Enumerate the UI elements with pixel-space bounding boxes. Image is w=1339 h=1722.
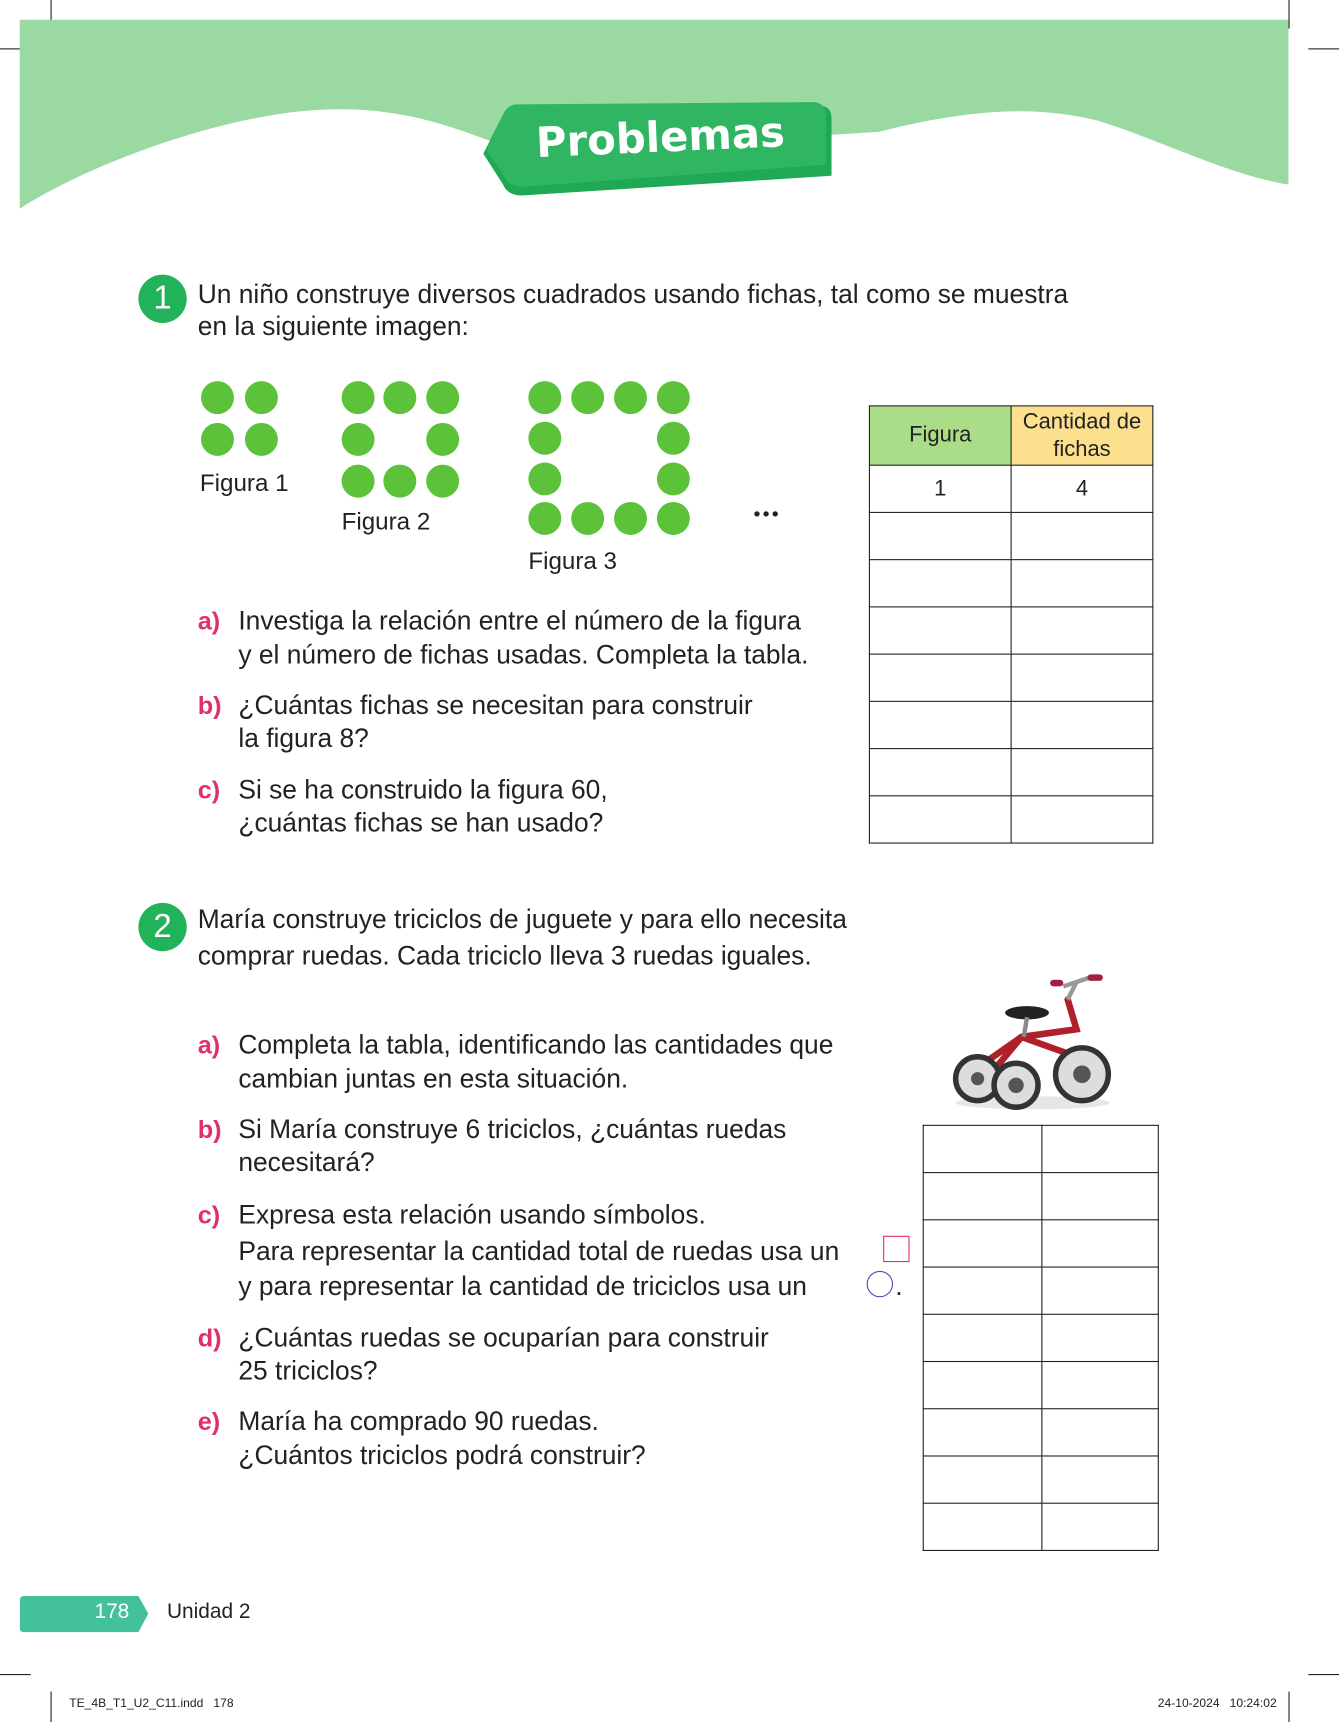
table-cell[interactable] xyxy=(923,1267,1042,1314)
part-text: ¿cuántas fichas se han usado? xyxy=(238,808,604,839)
problem2-text-line1: María construye triciclos de juguete y para ello necesita xyxy=(197,905,847,935)
table-cell[interactable] xyxy=(923,1314,1042,1361)
circle-symbol-icon xyxy=(867,1271,893,1297)
table-cell[interactable] xyxy=(1011,654,1153,701)
table-cell[interactable]: 1 xyxy=(869,465,1011,512)
part-text: Para representar la cantidad total de ruedas usa un xyxy=(238,1236,840,1267)
table-cell[interactable] xyxy=(869,796,1011,843)
tricycle-table xyxy=(923,1125,1159,1551)
table-cell[interactable] xyxy=(1011,796,1153,843)
unit-label: Unidad 2 xyxy=(166,1600,251,1624)
part-text: María ha comprado 90 ruedas. xyxy=(238,1407,599,1437)
table-cell[interactable] xyxy=(923,1409,1042,1456)
part-text: y para representar la cantidad de triciclos usa un xyxy=(238,1271,807,1302)
part-label: e) xyxy=(197,1407,221,1436)
table-cell[interactable] xyxy=(869,701,1011,748)
table-cell[interactable] xyxy=(1042,1220,1158,1267)
part-text: y el número de fichas usadas. Completa la tabla. xyxy=(238,640,809,671)
figure-table xyxy=(869,405,1153,843)
table-cell[interactable] xyxy=(1011,701,1153,748)
part-text: Investiga la relación entre el número de la figura xyxy=(238,606,802,636)
table-cell[interactable] xyxy=(869,560,1011,607)
part-text: 25 triciclos? xyxy=(238,1356,378,1387)
table-cell[interactable] xyxy=(1042,1503,1158,1550)
part-label: b) xyxy=(197,690,222,720)
problem-number-1: 1 xyxy=(138,275,186,323)
period: . xyxy=(895,1271,903,1302)
page-number-badge xyxy=(20,1596,152,1632)
table-cell[interactable] xyxy=(869,749,1011,796)
table-cell[interactable] xyxy=(1042,1362,1158,1409)
problem1-text-line1: Un niño construye diversos cuadrados usando fichas, tal como se muestra xyxy=(197,280,1069,310)
header-figura: Figura xyxy=(869,406,1011,465)
header-band xyxy=(0,0,1339,220)
part-text: Expresa esta relación usando símbolos. xyxy=(238,1200,706,1231)
table-cell[interactable] xyxy=(923,1125,1042,1172)
table-cell[interactable] xyxy=(1042,1173,1158,1220)
table-cell[interactable] xyxy=(1042,1314,1158,1361)
timestamp: 24-10-2024 10:24:02 xyxy=(1157,1697,1277,1711)
table-cell[interactable] xyxy=(923,1456,1042,1503)
part-text: ¿Cuántas ruedas se ocuparían para construir xyxy=(238,1323,769,1354)
table-cell[interactable] xyxy=(923,1503,1042,1550)
header-cantidad: Cantidad de fichas xyxy=(1011,406,1153,465)
problem2-text-line2: comprar ruedas. Cada triciclo lleva 3 ruedas iguales. xyxy=(197,941,812,972)
part-text: Completa la tabla, identificando las cantidades que xyxy=(238,1030,834,1060)
part-label: c) xyxy=(197,775,221,805)
page-number: 178 xyxy=(94,1600,130,1624)
part-label: a) xyxy=(197,1030,221,1059)
tricycle-image xyxy=(945,969,1126,1117)
table-cell[interactable] xyxy=(923,1220,1042,1267)
part-label: b) xyxy=(197,1114,222,1144)
part-label: c) xyxy=(197,1200,221,1230)
part-label: d) xyxy=(197,1323,222,1353)
problem-number-2: 2 xyxy=(138,903,186,951)
table-cell[interactable] xyxy=(869,512,1011,559)
figure-3-label: Figura 3 xyxy=(528,547,618,575)
part-text: ¿Cuántas fichas se necesitan para construir xyxy=(238,690,753,721)
file-info: TE_4B_T1_U2_C11.indd 178 xyxy=(69,1697,234,1711)
table-cell[interactable] xyxy=(1042,1456,1158,1503)
table-cell[interactable] xyxy=(1011,607,1153,654)
table-cell[interactable] xyxy=(923,1362,1042,1409)
part-text: ¿Cuántos triciclos podrá construir? xyxy=(238,1441,646,1471)
part-text: la figura 8? xyxy=(238,723,369,754)
page-title: Problemas xyxy=(534,107,786,167)
table-cell[interactable] xyxy=(1042,1267,1158,1314)
part-text: cambian juntas en esta situación. xyxy=(238,1064,629,1095)
part-label: a) xyxy=(197,606,221,635)
part-text: necesitará? xyxy=(238,1147,375,1178)
table-cell[interactable] xyxy=(869,607,1011,654)
part-text: Si se ha construido la figura 60, xyxy=(238,775,608,806)
table-cell[interactable]: 4 xyxy=(1011,465,1153,512)
table-cell[interactable] xyxy=(1042,1125,1158,1172)
table-cell[interactable] xyxy=(1011,560,1153,607)
figure-1-label: Figura 1 xyxy=(199,469,289,497)
ellipsis: ••• xyxy=(753,503,781,526)
table-cell[interactable] xyxy=(1042,1409,1158,1456)
table-cell[interactable] xyxy=(923,1173,1042,1220)
problem1-text-line2: en la siguiente imagen: xyxy=(197,311,469,342)
table-cell[interactable] xyxy=(1011,512,1153,559)
square-symbol-icon xyxy=(883,1236,909,1262)
table-cell[interactable] xyxy=(1011,749,1153,796)
part-text: Si María construye 6 triciclos, ¿cuántas ruedas xyxy=(238,1114,787,1145)
figure-2-label: Figura 2 xyxy=(341,507,431,535)
table-cell[interactable] xyxy=(869,654,1011,701)
